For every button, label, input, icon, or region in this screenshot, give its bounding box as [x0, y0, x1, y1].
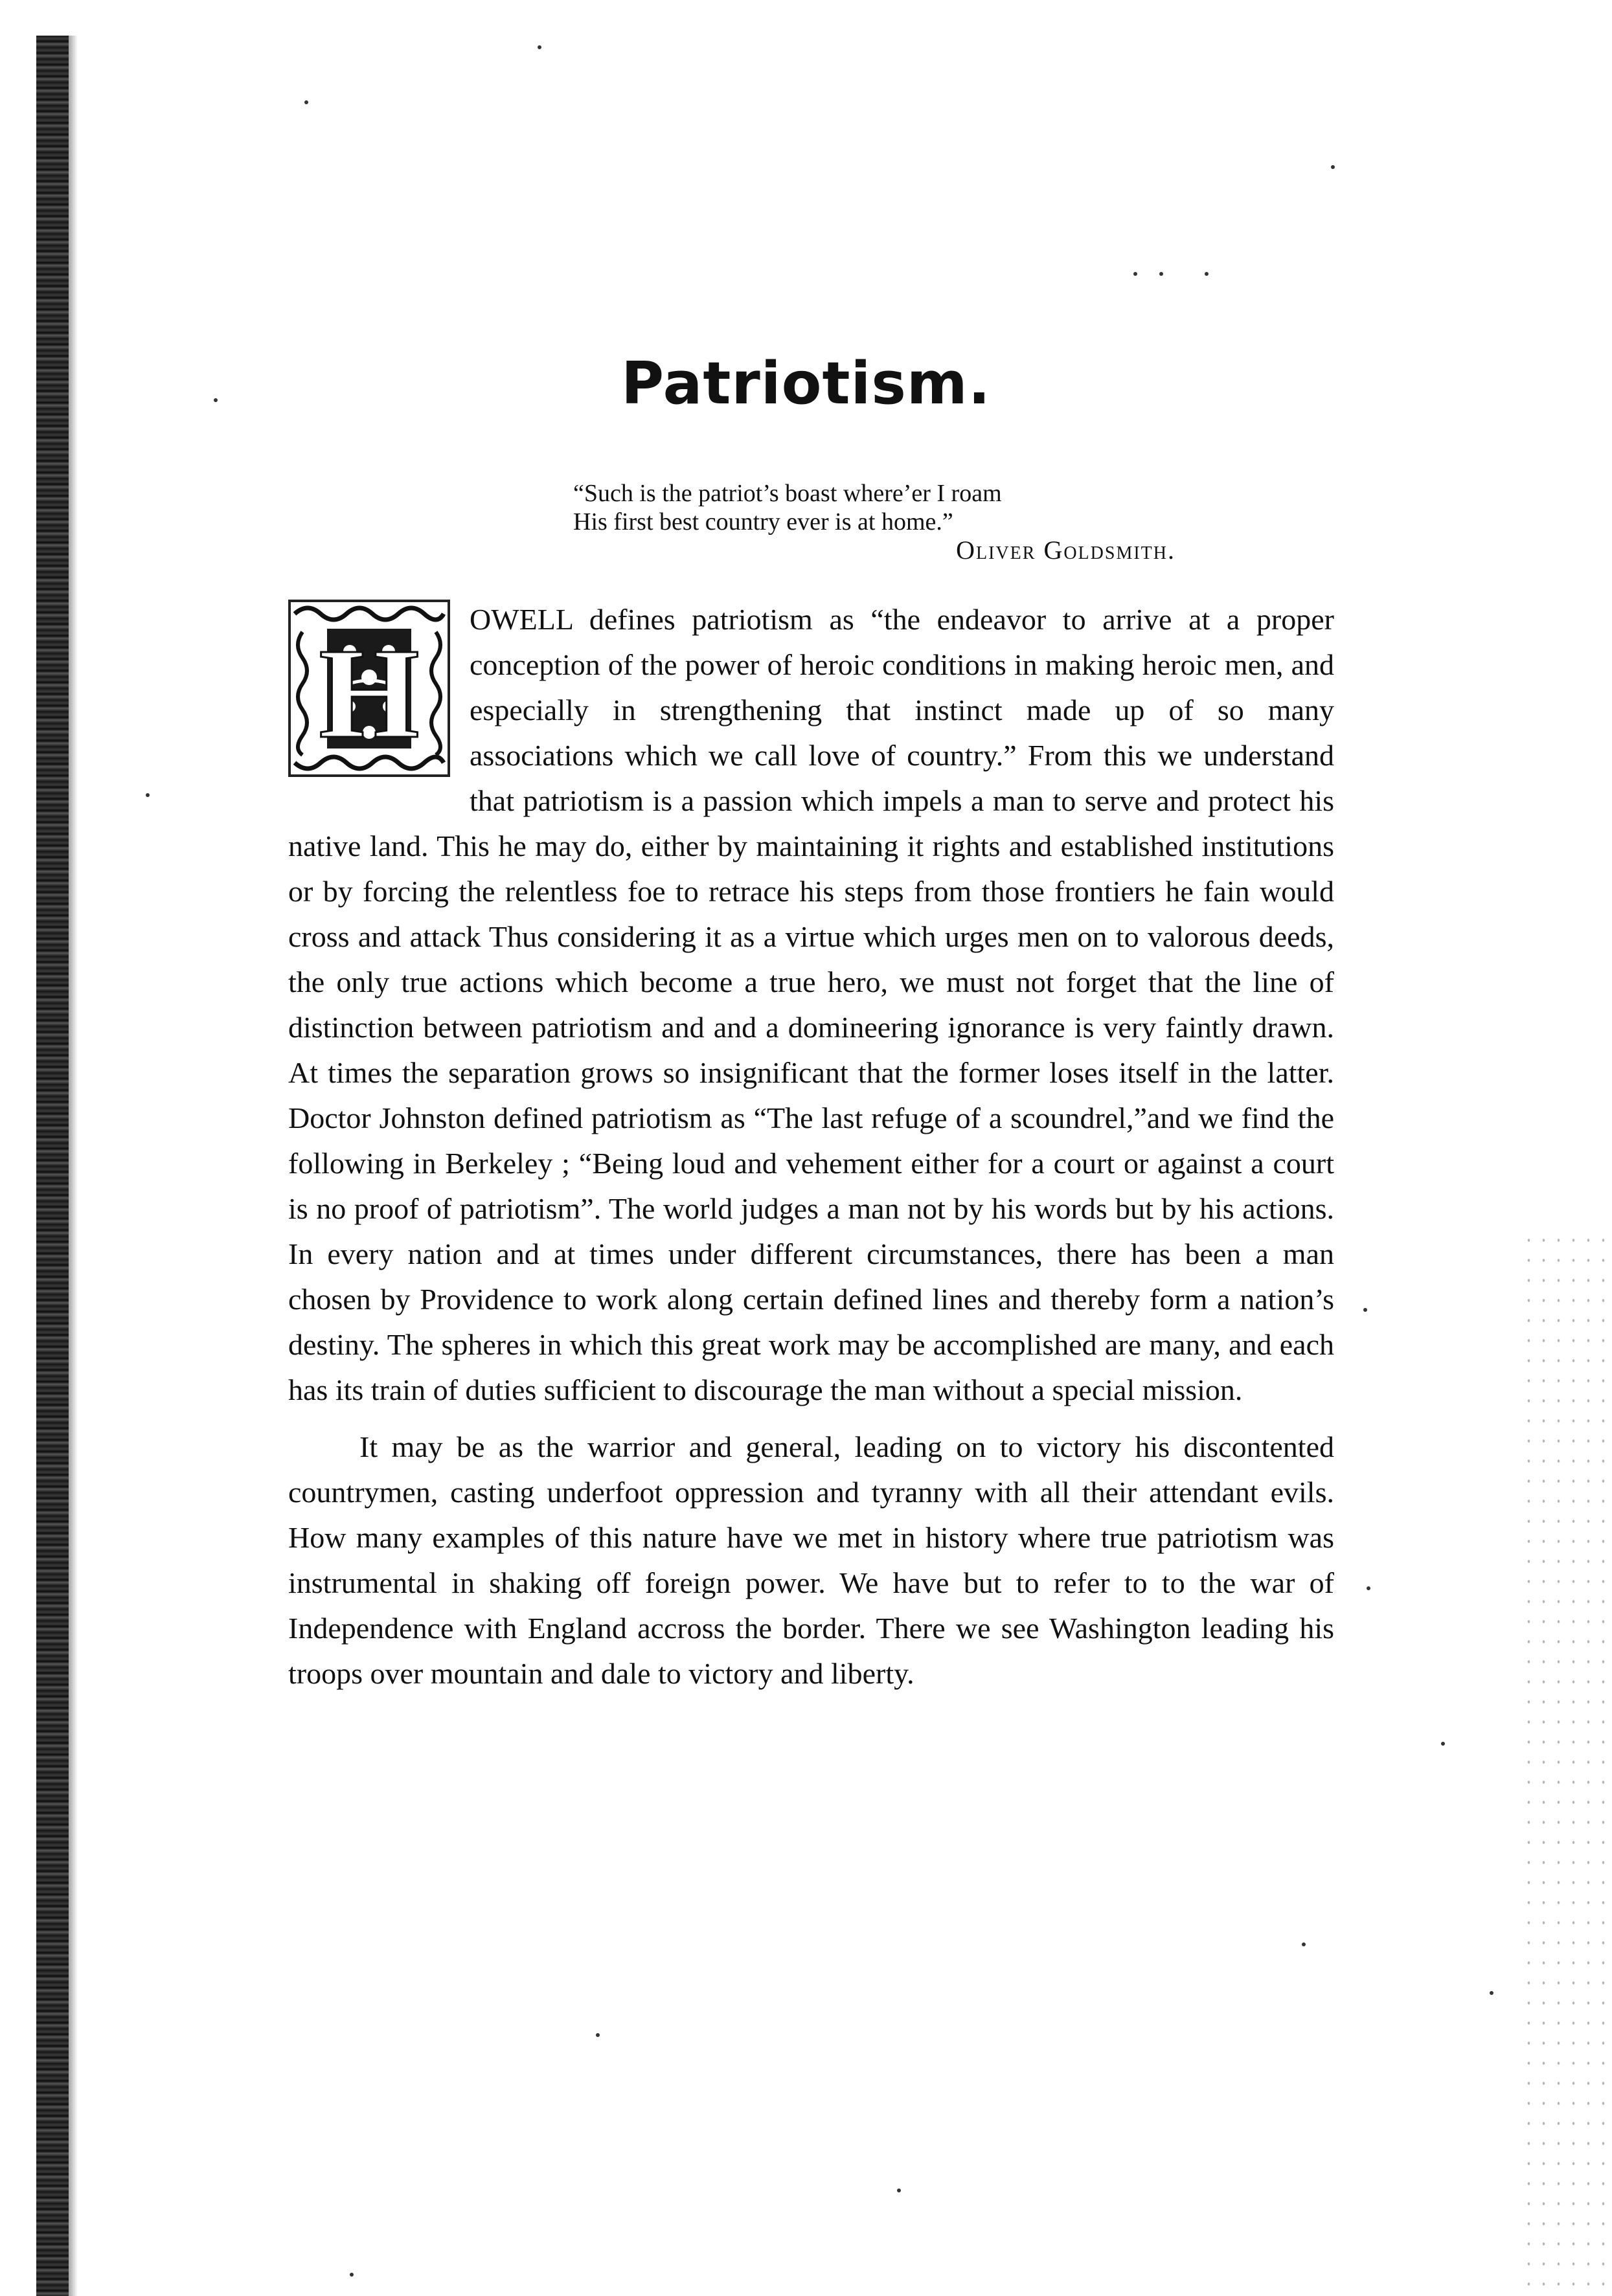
epigraph-line: His first best country ever is at home.” — [573, 508, 953, 535]
scan-speck — [1159, 272, 1163, 276]
ornamental-drop-cap-icon — [288, 600, 450, 777]
scan-speck — [1205, 272, 1209, 276]
scan-speck — [897, 2189, 901, 2192]
scan-speck — [1302, 1942, 1306, 1946]
epigraph — [573, 479, 1182, 565]
scan-speck — [1490, 1991, 1493, 1995]
scan-speck — [538, 45, 541, 49]
paragraph: It may be as the warrior and general, leading on to victory his discontented countrymen, casting underfoot oppression and tyranny with all their attendant evils. How many examples of this nature have we met in history where true patriotism was instrumental in shaking off foreign power. We have but to refer to to the war of Independence with England accross the border. There we see Washington leading his troops over mountain and dale to victory and liberty. — [288, 1430, 1334, 1690]
scan-speck — [1441, 1742, 1445, 1746]
ornamental-drop-cap — [288, 600, 450, 777]
scan-speck — [1363, 1308, 1367, 1312]
scan-speck — [146, 793, 150, 797]
page-title: Patriotism. — [621, 350, 991, 418]
paragraph — [288, 597, 1334, 1413]
epigraph-author: Oliver Goldsmith. — [956, 535, 1175, 565]
paragraph-text: OWELL defines patriotism as “the endeavor to arrive at a proper conception of the power of heroic conditions in making heroic men, and especially in strengthening that instinct made up of so many associations which we call love of country.” From this we understand that patriotism is a passion which impels a man to serve and protect his native land. This he may do, either by maintaining it rights and established institutions or by forcing the relentless foe to retrace his steps from those frontiers he fain would cross and attack Thus considering it as a virtue which urges men on to valorous deeds, the only true actions which become a true hero, we must not forget that the line of distinction between patriotism and and a domineering ignorance is very faintly drawn. At times the separation grows so insignificant that the former loses itself in the latter. Doctor Johnston defined patriotism as “The last refuge of a scoundrel,”and we find the following in Berkeley ; “Being loud and vehement either for a court or against a court is no proof of patriotism”. The world judges a man not by his words but by his actions. In every nation and at times under different circumstances, there has been a man chosen by Providence to work along certain defined lines and thereby form a nation’s destiny. The spheres in which this great work may be accomplished are many, and each has its train of duties sufficient to discourage the man without a special mission. — [288, 603, 1334, 1406]
page-edge-speckle — [1521, 1230, 1612, 2296]
epigraph-line: “Such is the patriot’s boast where’er I roam — [573, 480, 1002, 507]
scan-speck — [1133, 272, 1137, 276]
drop-cap-letter: H — [319, 622, 420, 765]
article-body — [288, 597, 1334, 1696]
scan-speck — [596, 2033, 600, 2037]
scan-speck — [1367, 1586, 1370, 1590]
scan-speck — [304, 100, 308, 104]
scan-speck — [1331, 165, 1335, 169]
scan-speck — [350, 2273, 354, 2277]
